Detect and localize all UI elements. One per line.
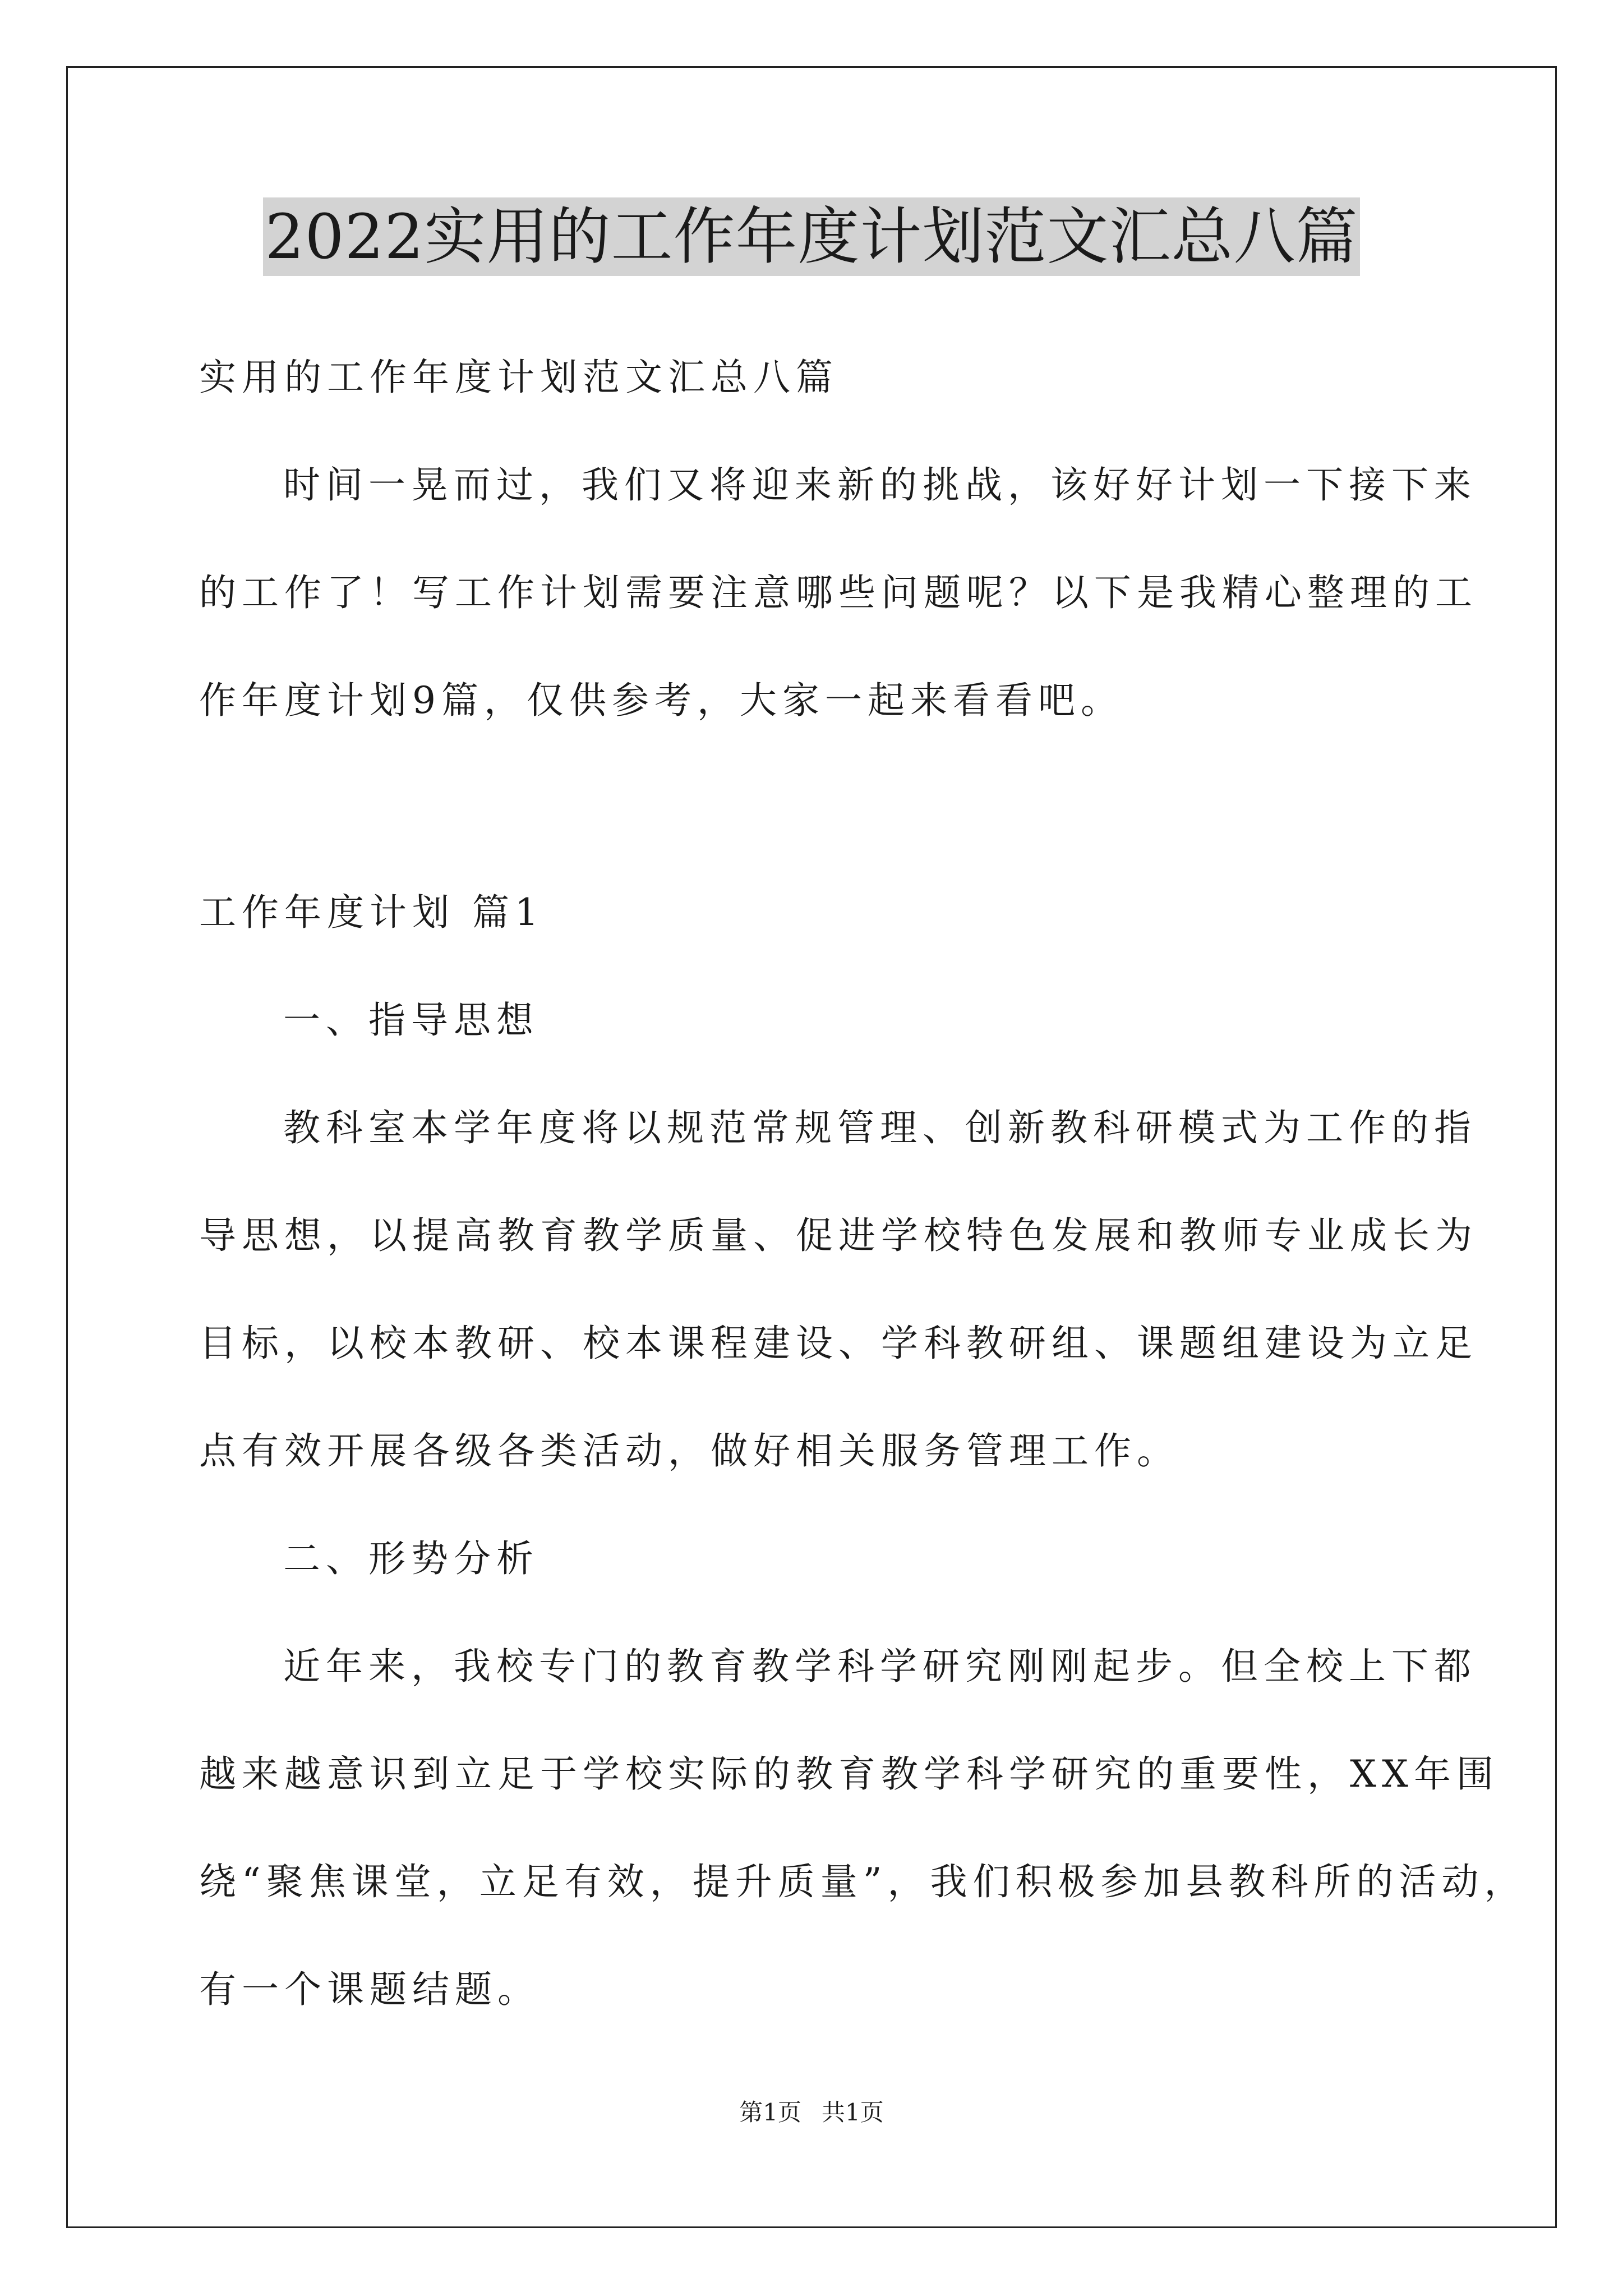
intro-line: 时间一晃而过，我们又将迎来新的挑战，该好好计划一下接下来 [283, 463, 1477, 507]
page-footer [0, 2097, 1623, 2128]
paragraph-line: 越来越意识到立足于学校实际的教育教学科学研究的重要性，XX年围 [199, 1752, 1499, 1796]
title-container [0, 197, 1623, 276]
paragraph-line: 教科室本学年度将以规范常规管理、创新教科研模式为工作的指 [283, 1106, 1477, 1149]
heading-guiding-thought: 一、指导思想 [283, 999, 539, 1042]
section-heading: 工作年度计划 篇1 [199, 891, 544, 934]
paragraph-line: 导思想，以提高教育教学质量、促进学校特色发展和教师专业成长为 [199, 1214, 1478, 1257]
paragraph-line: 近年来，我校专门的教育教学科学研究刚刚起步。但全校上下都 [283, 1645, 1477, 1688]
paragraph-line: 目标，以校本教研、校本课程建设、学科教研组、课题组建设为立足 [199, 1322, 1478, 1365]
page-number: 第1页 [739, 2099, 801, 2126]
heading-situation-analysis: 二、形势分析 [283, 1537, 539, 1580]
page-total: 共1页 [822, 2099, 884, 2126]
paragraph-line: 有一个课题结题。 [199, 1968, 540, 2011]
document-subtitle: 实用的工作年度计划范文汇总八篇 [199, 356, 838, 399]
paragraph-line: 点有效开展各级各类活动，做好相关服务管理工作。 [199, 1429, 1179, 1473]
intro-line: 作年度计划9篇，仅供参考，大家一起来看看吧。 [199, 679, 1123, 722]
paragraph-line: 绕“聚焦课堂，立足有效，提升质量”，我们积极参加县教科所的活动， [199, 1860, 1527, 1903]
intro-line: 的工作了！写工作计划需要注意哪些问题呢？以下是我精心整理的工 [199, 571, 1478, 614]
document-title: 2022实用的工作年度计划范文汇总八篇 [263, 197, 1361, 276]
